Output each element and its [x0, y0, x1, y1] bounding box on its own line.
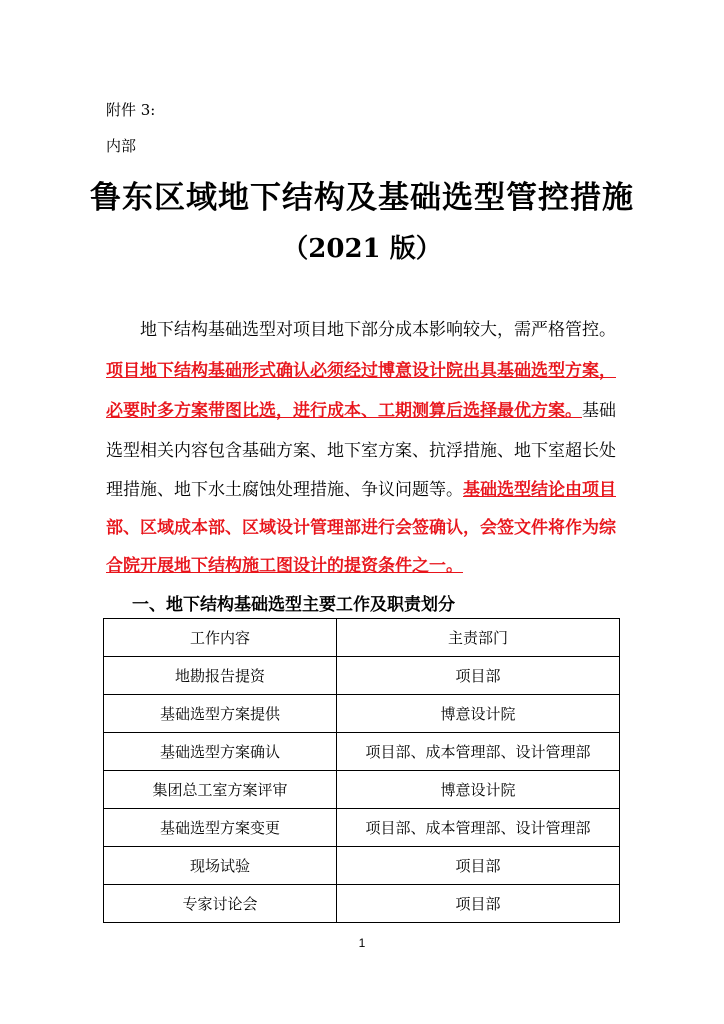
table-row [104, 771, 620, 809]
table-cell-department: 项目部 [337, 657, 620, 695]
table-cell-department: 项目部、成本管理部、设计管理部 [337, 733, 620, 771]
table-cell-task: 现场试验 [104, 847, 337, 885]
table-cell-task: 集团总工室方案评审 [104, 771, 337, 809]
attachment-label: 附件 3: [106, 101, 156, 119]
classification-label: 内部 [106, 137, 137, 155]
table-cell-task: 基础选型方案确认 [104, 733, 337, 771]
table-cell-task: 基础选型方案变更 [104, 809, 337, 847]
table-row [104, 809, 620, 847]
page-number: 1 [358, 936, 366, 950]
intro-highlight-2a: 基础选型结论由项目 [463, 480, 616, 500]
table-row [104, 847, 620, 885]
intro-line-5 [106, 475, 626, 505]
table-cell-task: 地勘报告提资 [104, 657, 337, 695]
intro-line-3 [106, 396, 626, 426]
intro-line-5-head: 理措施、地下水土腐蚀处理措施、争议问题等。 [106, 480, 463, 500]
table-row [104, 733, 620, 771]
intro-line-4: 选型相关内容包含基础方案、地下室方案、抗浮措施、地下室超长处 [106, 441, 616, 461]
table-cell-department: 项目部 [337, 847, 620, 885]
intro-highlight-2c: 合院开展地下结构施工图设计的提资条件之一。 [106, 556, 463, 576]
table-cell-task: 基础选型方案提供 [104, 695, 337, 733]
intro-highlight-1b: 必要时多方案带图比选，进行成本、工期测算后选择最优方案。 [106, 401, 582, 421]
intro-line-6 [106, 513, 626, 543]
table-row [104, 885, 620, 923]
table-cell-department: 博意设计院 [337, 695, 620, 733]
intro-line-2 [106, 356, 626, 386]
table-row [104, 657, 620, 695]
table-cell-department: 项目部、成本管理部、设计管理部 [337, 809, 620, 847]
intro-highlight-2b: 部、区域成本部、区域设计管理部进行会签确认，会签文件将作为综 [106, 518, 616, 538]
table-cell-department: 项目部 [337, 885, 620, 923]
table-cell-task: 专家讨论会 [104, 885, 337, 923]
document-version: （2021 版） [282, 234, 442, 264]
table-header-cell: 主责部门 [337, 619, 620, 657]
table-header-cell: 工作内容 [104, 619, 337, 657]
responsibility-table [103, 618, 620, 923]
document-title: 鲁东区域地下结构及基础选型管控措施 [90, 180, 634, 216]
table-row [104, 695, 620, 733]
intro-line-7 [106, 551, 626, 581]
intro-highlight-1a: 项目地下结构基础形式确认必须经过博意设计院出具基础选型方案， [106, 361, 616, 381]
intro-line-3-tail: 基础 [582, 401, 616, 421]
intro-line-1: 地下结构基础选型对项目地下部分成本影响较大，需严格管控。 [140, 320, 616, 340]
table-header-row [104, 619, 620, 657]
section-heading-1: 一、地下结构基础选型主要工作及职责划分 [132, 595, 455, 615]
table-cell-department: 博意设计院 [337, 771, 620, 809]
